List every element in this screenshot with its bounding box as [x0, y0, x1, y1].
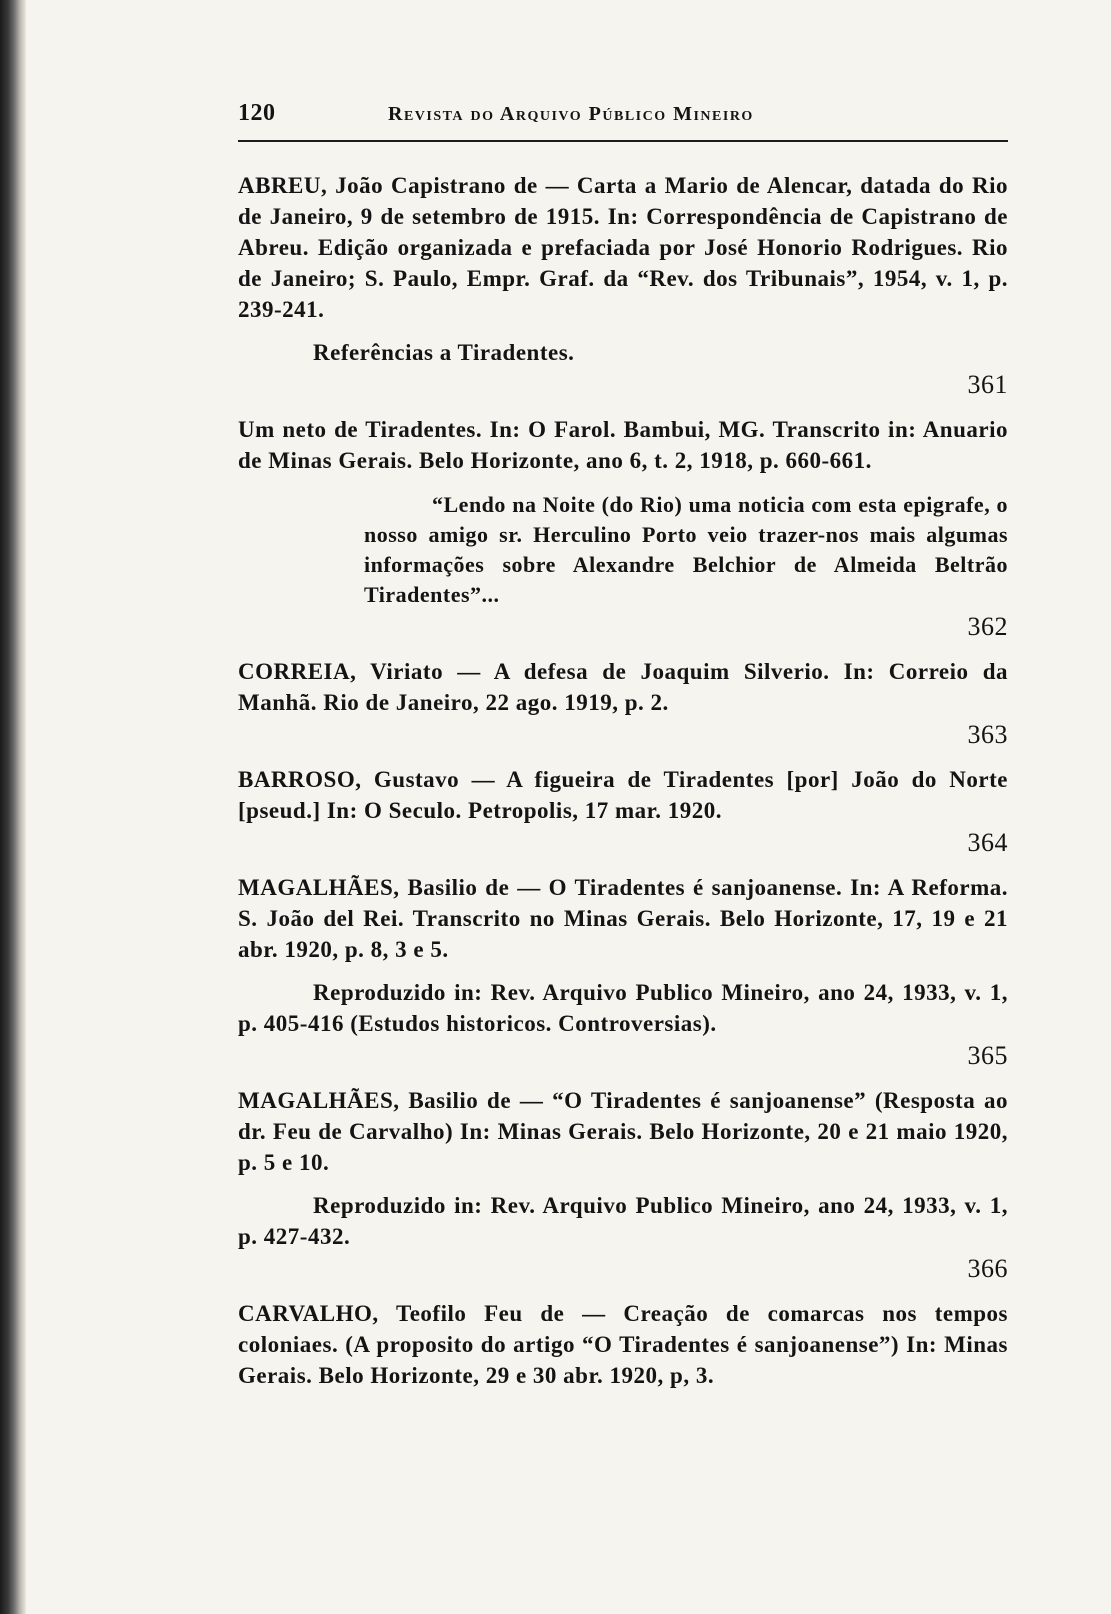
running-head — [238, 100, 1008, 142]
bibliography-entry-367 — [238, 1298, 1008, 1391]
book-spine-shadow — [0, 0, 26, 1614]
bibliography-entry-364 — [238, 764, 1008, 858]
bibliography-list — [238, 142, 1008, 1391]
bibliography-entry-361 — [238, 170, 1008, 400]
entry-citation: BARROSO, Gustavo — A figueira de Tiradentes [por] João do Norte [pseud.] In: O Seculo. Petropolis, 17 mar. 1920. — [238, 767, 1008, 823]
page-number: 120 — [238, 100, 276, 126]
entry-note: Reproduzido in: Rev. Arquivo Publico Mineiro, ano 24, 1933, v. 1, p. 427-432. — [238, 1193, 1008, 1249]
bibliography-entry-363 — [238, 656, 1008, 750]
bibliography-entry-362 — [238, 414, 1008, 642]
entry-quote: “Lendo na Noite (do Rio) uma noticia com esta epigrafe, o nosso amigo sr. Herculino Porto veio trazer-nos mais algumas informações sobre Alexandre Belchior de Almeida Beltrão Tiradentes”... — [364, 492, 1008, 607]
bibliography-entry-365 — [238, 872, 1008, 1071]
entry-note: Referências a Tiradentes. — [313, 340, 575, 365]
bibliography-entry-366 — [238, 1085, 1008, 1284]
entry-number: 361 — [967, 370, 1008, 399]
entry-number: 363 — [967, 720, 1008, 749]
entry-number: 362 — [967, 612, 1008, 641]
entry-note: Reproduzido in: Rev. Arquivo Publico Mineiro, ano 24, 1933, v. 1, p. 405-416 (Estudos historicos. Controversias). — [238, 980, 1008, 1036]
entry-citation: MAGALHÃES, Basilio de — “O Tiradentes é sanjoanense” (Resposta ao dr. Feu de Carvalho) In: Minas Gerais. Belo Horizonte, 20 e 21 maio 1920, p. 5 e 10. — [238, 1088, 1008, 1175]
entry-citation: ABREU, João Capistrano de — Carta a Mario de Alencar, datada do Rio de Janeiro, 9 de setembro de 1915. In: Correspondência de Capistrano de Abreu. Edição organizada e prefaciada por José Honorio Rodrigues. Rio de Janeiro; S. Paulo, Empr. Graf. da “Rev. dos Tribunais”, 1954, v. 1, p. 239-241. — [238, 173, 1008, 322]
journal-title: Revista do Arquivo Público Mineiro — [388, 103, 754, 125]
entry-citation: MAGALHÃES, Basilio de — O Tiradentes é sanjoanense. In: A Reforma. S. João del Rei. Transcrito no Minas Gerais. Belo Horizonte, 17, 19 e 21 abr. 1920, p. 8, 3 e 5. — [238, 875, 1008, 962]
entry-number: 365 — [967, 1041, 1008, 1070]
entry-citation: CORREIA, Viriato — A defesa de Joaquim Silverio. In: Correio da Manhã. Rio de Janeiro, 22 ago. 1919, p. 2. — [238, 659, 1008, 715]
entry-citation: Um neto de Tiradentes. In: O Farol. Bambui, MG. Transcrito in: Anuario de Minas Gerais. Belo Horizonte, ano 6, t. 2, 1918, p. 660-661. — [238, 417, 1008, 473]
entry-number: 366 — [967, 1254, 1008, 1283]
entry-citation: CARVALHO, Teofilo Feu de — Creação de comarcas nos tempos coloniaes. (A proposito do artigo “O Tiradentes é sanjoanense”) In: Minas Gerais. Belo Horizonte, 29 e 30 abr. 1920, p, 3. — [238, 1301, 1008, 1388]
entry-number: 364 — [967, 828, 1008, 857]
document-page — [238, 100, 1008, 1405]
